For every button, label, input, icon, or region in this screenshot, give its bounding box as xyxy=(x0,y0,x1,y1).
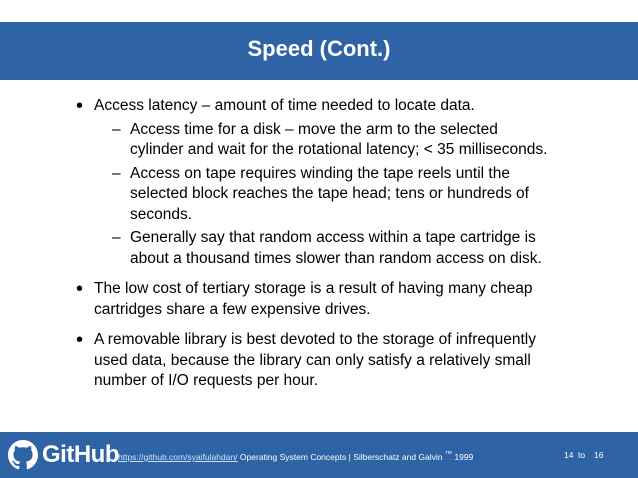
bullet-text: The low cost of tertiary storage is a result of having many cheap cartridges share a few expensive drives. xyxy=(94,280,533,318)
slide-title: Speed (Cont.) xyxy=(247,36,391,61)
dash-icon: – xyxy=(112,229,121,246)
dash-icon: – xyxy=(112,164,121,182)
page-current: 14 xyxy=(564,450,574,460)
sub-bullet-item xyxy=(70,228,550,269)
sub-bullet-item xyxy=(70,164,550,226)
page-separator: to xyxy=(578,450,586,460)
footer-separator: | xyxy=(348,451,351,462)
github-wordmark[interactable]: GitHub xyxy=(42,441,119,468)
footer-year: 1999 xyxy=(454,451,474,462)
sub-bullet-item xyxy=(70,120,550,161)
slide-content xyxy=(70,96,550,392)
bullet-item xyxy=(70,279,550,320)
trademark-mark: ™ xyxy=(444,450,452,458)
footer-credit xyxy=(118,450,473,462)
bullet-dot-icon: • xyxy=(76,329,84,351)
bullet-item xyxy=(70,330,550,392)
sub-bullet-text: Access time for a disk – move the arm to the selected cylinder and wait for the rotational latency; < 35 milliseconds. xyxy=(130,120,548,158)
title-bar xyxy=(0,22,638,80)
bullet-dot-icon: • xyxy=(76,95,84,117)
footer-bar xyxy=(0,432,638,478)
bullet-text: A removable library is best devoted to the storage of infrequently used data, because the library can only satisfy a relatively small number of I/O requests per hour. xyxy=(94,331,536,389)
bullet-text: Access latency – amount of time needed to locate data. xyxy=(94,97,475,114)
sub-bullet-text: Access on tape requires winding the tape reels until the selected block reaches the tape head; tens or hundreds of seconds. xyxy=(130,164,529,223)
github-icon[interactable] xyxy=(8,440,38,470)
dash-icon: – xyxy=(112,120,121,138)
github-link[interactable]: https://github.com/syaifulahdan/ xyxy=(118,451,238,462)
footer-authors: Silberschatz and Galvin xyxy=(353,451,443,462)
footer-course: Operating System Concepts xyxy=(239,451,347,462)
sub-bullet-text: Generally say that random access within a tape cartridge is about a thousand times slower than random access on disk. xyxy=(130,229,542,267)
page-total: 16 xyxy=(594,450,604,460)
bullet-item xyxy=(70,96,550,117)
bullet-dot-icon: • xyxy=(76,278,84,300)
